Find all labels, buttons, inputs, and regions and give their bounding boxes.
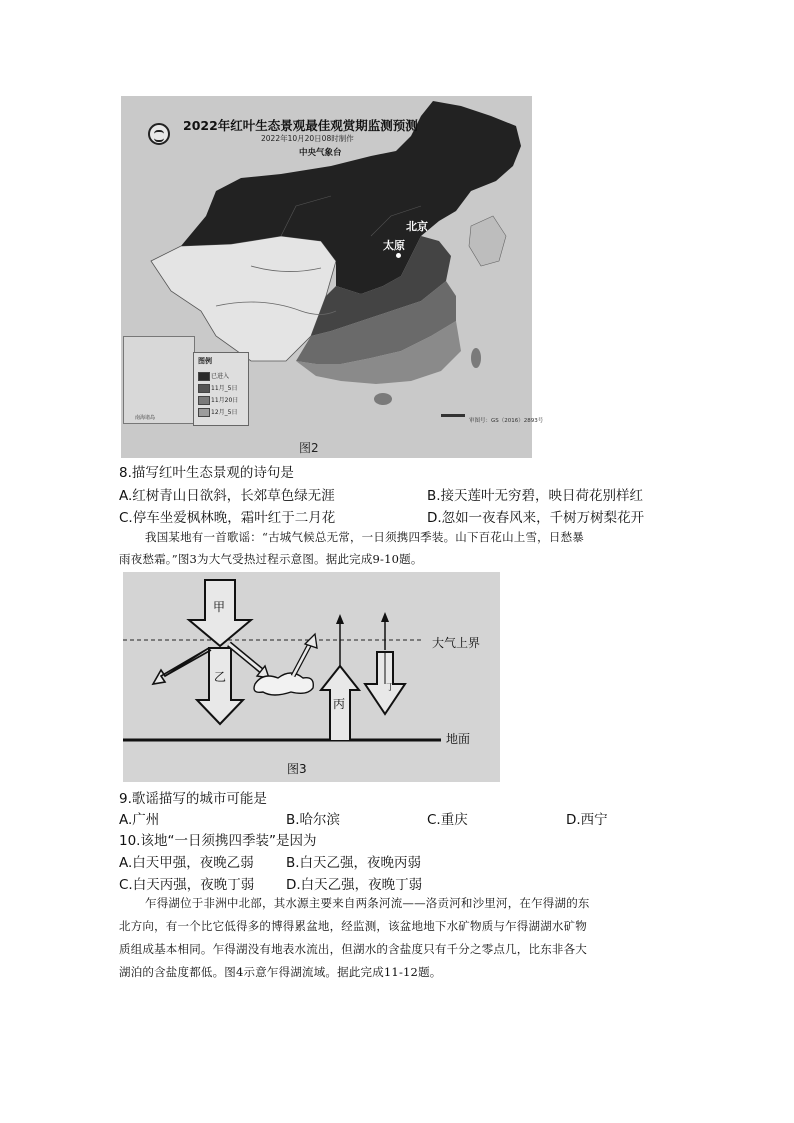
legend-swatch [198, 408, 210, 417]
figure-2-title: 2022年红叶生态景观最佳观赏期监测预测 [183, 118, 418, 133]
figure-2-agency: 中央气象台 [299, 148, 342, 158]
q9-option-b: B.哈尔滨 [286, 812, 341, 828]
taiyuan-marker-icon [396, 253, 401, 258]
label-ding: 丁 [386, 683, 396, 693]
upper-boundary-label: 大气上界 [432, 636, 481, 650]
intro-11-line-3: 质组成基本相同。乍得湖没有地表水流出，但湖水的含盐度只有千分之零点几，比东非各大 [119, 942, 587, 956]
inset-caption: 南海诸岛 [135, 415, 156, 421]
q10-option-b: B.白天乙强，夜晚丙弱 [286, 855, 422, 871]
label-bing: 丙 [333, 697, 346, 711]
legend-label: 12月_5日 [211, 409, 238, 416]
intro-11-line-4: 湖泊的含盐度都低。图4示意乍得湖流域。据此完成11-12题。 [119, 965, 442, 979]
label-jia: 甲 [213, 600, 226, 614]
map-legend [193, 352, 249, 426]
figure-3-caption: 图3 [287, 762, 307, 776]
legend-swatch [198, 396, 210, 405]
legend-swatch [198, 372, 210, 381]
q8-option-a: A.红树青山日欲斜，长郊草色绿无涯 [119, 488, 335, 504]
figure-2-subtitle: 2022年10月20日08时制作 [261, 134, 354, 143]
q9-option-d: D.西宁 [566, 812, 608, 828]
q10-option-c: C.白天丙强，夜晚丁弱 [119, 877, 255, 893]
ground-label: 地面 [446, 732, 471, 746]
label-yi: 乙 [214, 670, 227, 684]
q9-option-a: A.广州 [119, 812, 160, 828]
intro-11-line-1: 乍得湖位于非洲中北部，其水源主要来自两条河流——洛贡河和沙里河，在乍得湖的东 [145, 896, 590, 910]
q10-option-d: D.白天乙强，夜晚丁弱 [286, 877, 423, 893]
figure-2-caption: 图2 [299, 441, 319, 455]
city-label-beijing: 北京 [406, 220, 428, 233]
legend-label: 11月20日 [211, 397, 239, 404]
map-review-number: 审图号：GS（2016）2893号 [469, 418, 544, 424]
intro-9-line-2: 雨夜愁霜。”图3为大气受热过程示意图。据此完成9-10题。 [119, 552, 423, 566]
q8-option-c: C.停车坐爱枫林晚，霜叶红于二月花 [119, 510, 336, 526]
q9-option-c: C.重庆 [427, 812, 468, 828]
legend-label: 11月_5日 [211, 385, 238, 392]
atmosphere-heating-diagram [123, 572, 500, 782]
q8-option-d: D.忽如一夜春风来，千树万树梨花开 [427, 510, 645, 526]
south-china-sea-inset [123, 336, 195, 424]
city-label-taiyuan: 太原 [383, 239, 405, 252]
legend-title: 图例 [198, 357, 212, 365]
q9-stem: 9.歌谣描写的城市可能是 [119, 791, 267, 807]
q8-stem: 8.描写红叶生态景观的诗句是 [119, 465, 294, 481]
q10-option-a: A.白天甲强，夜晚乙弱 [119, 855, 254, 871]
q10-stem: 10.该地“一日须携四季装”是因为 [119, 833, 317, 849]
legend-swatch [198, 384, 210, 393]
intro-9-line-1: 我国某地有一首歌谣：“古城气候总无常，一日须携四季装。山下百花山上雪，日愁暴 [145, 530, 584, 544]
figure-2-map [121, 96, 544, 458]
q8-option-b: B.接天莲叶无穷碧，映日荷花别样红 [427, 488, 644, 504]
figure-3-diagram [123, 572, 500, 782]
legend-label: 已进入 [211, 373, 230, 380]
intro-11-line-2: 北方向，有一个比它低得多的博得累盆地，经监测，该盆地地下水矿物质与乍得湖湖水矿物 [119, 919, 587, 933]
cma-logo-icon [148, 123, 170, 145]
